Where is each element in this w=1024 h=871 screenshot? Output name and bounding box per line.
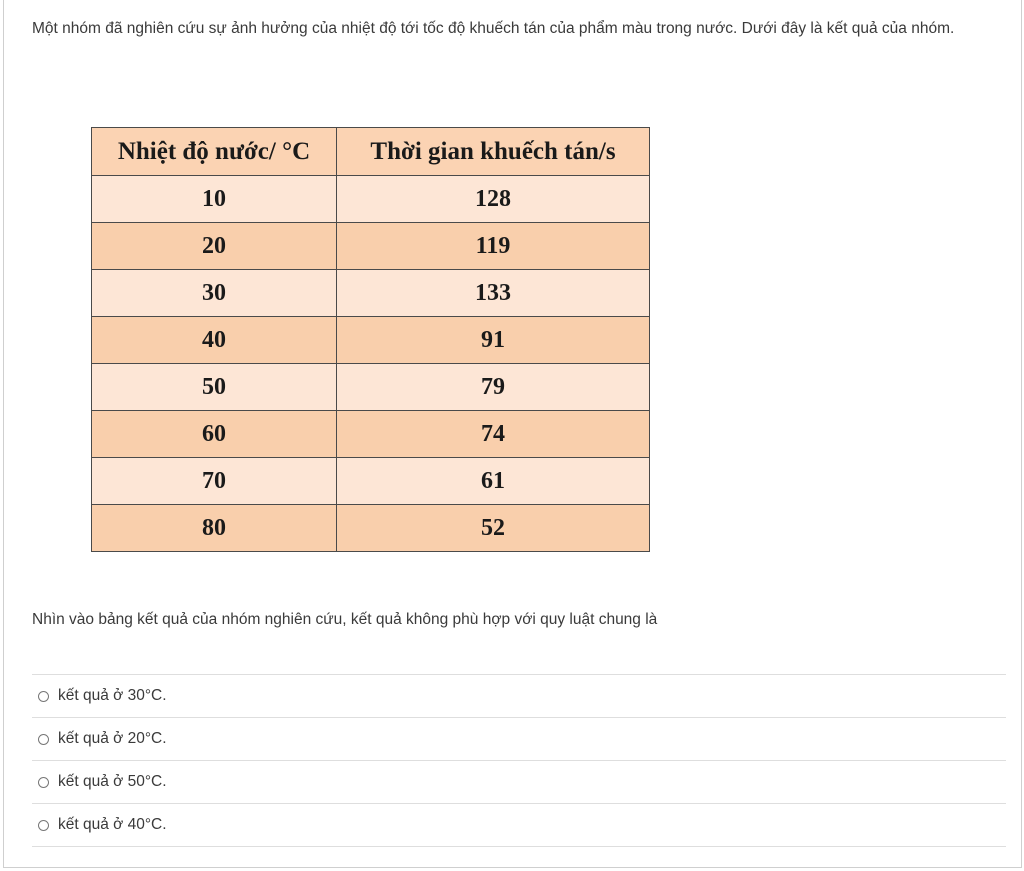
answer-option-label: kết quả ở 50°C. <box>58 773 167 790</box>
cell-temperature: 60 <box>92 411 337 458</box>
cell-time: 133 <box>337 270 650 317</box>
answer-option-3[interactable] <box>32 760 1006 803</box>
cell-temperature: 10 <box>92 176 337 223</box>
cell-temperature: 40 <box>92 317 337 364</box>
results-table <box>91 127 650 552</box>
table-row <box>92 176 650 223</box>
cell-temperature: 70 <box>92 458 337 505</box>
cell-temperature: 20 <box>92 223 337 270</box>
answer-option-1[interactable] <box>32 674 1006 717</box>
radio-button-icon[interactable] <box>38 734 49 745</box>
column-header-time: Thời gian khuếch tán/s <box>337 128 650 176</box>
column-header-temperature: Nhiệt độ nước/ °C <box>92 128 337 176</box>
question-card <box>3 0 1022 868</box>
table-row <box>92 223 650 270</box>
cell-time: 61 <box>337 458 650 505</box>
cell-time: 91 <box>337 317 650 364</box>
answer-option-label: kết quả ở 40°C. <box>58 816 167 833</box>
question-intro: Một nhóm đã nghiên cứu sự ảnh hưởng của nhiệt độ tới tốc độ khuếch tán của phẩm màu trong nước. Dưới đây là kết quả của nhóm. <box>32 20 955 37</box>
table-row <box>92 411 650 458</box>
answer-option-label: kết quả ở 30°C. <box>58 687 167 704</box>
radio-button-icon[interactable] <box>38 691 49 702</box>
cell-time: 52 <box>337 505 650 552</box>
cell-temperature: 30 <box>92 270 337 317</box>
cell-time: 119 <box>337 223 650 270</box>
answer-option-2[interactable] <box>32 717 1006 760</box>
answer-option-label: kết quả ở 20°C. <box>58 730 167 747</box>
cell-temperature: 50 <box>92 364 337 411</box>
table-row <box>92 505 650 552</box>
answer-options <box>32 674 1006 847</box>
cell-time: 79 <box>337 364 650 411</box>
question-prompt: Nhìn vào bảng kết quả của nhóm nghiên cứu, kết quả không phù hợp với quy luật chung là <box>32 611 658 628</box>
cell-time: 74 <box>337 411 650 458</box>
cell-time: 128 <box>337 176 650 223</box>
table-row <box>92 270 650 317</box>
answer-option-4[interactable] <box>32 803 1006 847</box>
table-row <box>92 317 650 364</box>
radio-button-icon[interactable] <box>38 820 49 831</box>
radio-button-icon[interactable] <box>38 777 49 788</box>
table-header-row <box>92 128 650 176</box>
table-row <box>92 364 650 411</box>
cell-temperature: 80 <box>92 505 337 552</box>
table-row <box>92 458 650 505</box>
